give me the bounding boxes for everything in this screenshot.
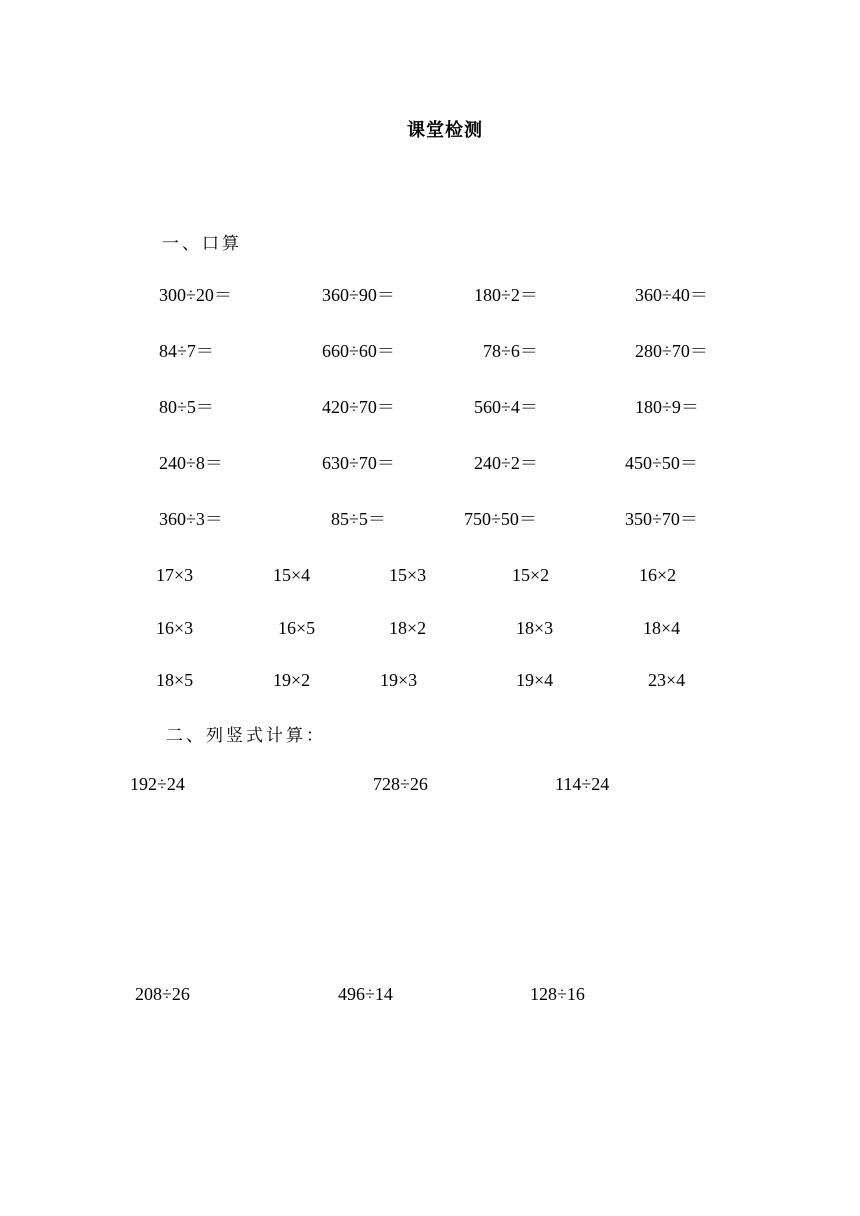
mental-calc-item: 350÷70＝ bbox=[625, 509, 698, 529]
mental-calc-item: 78÷6＝ bbox=[483, 341, 538, 361]
mental-calc-item: 84÷7＝ bbox=[159, 341, 214, 361]
mental-calc-item: 19×3 bbox=[380, 670, 418, 690]
page-title: 课堂检测 bbox=[407, 120, 483, 141]
mental-calc-item: 17×3 bbox=[156, 565, 194, 585]
mental-calc-item: 19×2 bbox=[273, 670, 311, 690]
mental-calc-item: 360÷40＝ bbox=[635, 285, 708, 305]
mental-calc-item: 300÷20＝ bbox=[159, 285, 232, 305]
mental-calc-item: 660÷60＝ bbox=[322, 341, 395, 361]
mental-calc-item: 750÷50＝ bbox=[464, 509, 537, 529]
mental-calc-item: 360÷3＝ bbox=[159, 509, 223, 529]
section-1-heading: 一、口算 bbox=[162, 234, 242, 254]
mental-calc-item: 16×3 bbox=[156, 618, 194, 638]
mental-calc-item: 85÷5＝ bbox=[331, 509, 386, 529]
mental-calc-item: 23×4 bbox=[648, 670, 686, 690]
vertical-calc-problem: 114÷24 bbox=[555, 774, 610, 794]
mental-calc-item: 180÷9＝ bbox=[635, 397, 699, 417]
mental-calc-item: 240÷2＝ bbox=[474, 453, 538, 473]
mental-calc-item: 420÷70＝ bbox=[322, 397, 395, 417]
vertical-calc-problem: 728÷26 bbox=[373, 774, 428, 794]
mental-calc-item: 80÷5＝ bbox=[159, 397, 214, 417]
vertical-calc-problem: 128÷16 bbox=[530, 984, 585, 1004]
mental-calc-item: 15×2 bbox=[512, 565, 550, 585]
mental-calc-item: 360÷90＝ bbox=[322, 285, 395, 305]
mental-calc-item: 180÷2＝ bbox=[474, 285, 538, 305]
vertical-calc-problem: 192÷24 bbox=[130, 774, 185, 794]
mental-calc-item: 240÷8＝ bbox=[159, 453, 223, 473]
section-2-heading: 二、列竖式计算： bbox=[166, 726, 326, 746]
mental-calc-item: 18×5 bbox=[156, 670, 194, 690]
mental-calc-item: 15×4 bbox=[273, 565, 311, 585]
mental-calc-item: 18×2 bbox=[389, 618, 427, 638]
mental-calc-item: 19×4 bbox=[516, 670, 554, 690]
mental-calc-item: 280÷70＝ bbox=[635, 341, 708, 361]
mental-calc-item: 560÷4＝ bbox=[474, 397, 538, 417]
vertical-calc-problem: 208÷26 bbox=[135, 984, 190, 1004]
mental-calc-item: 18×3 bbox=[516, 618, 554, 638]
vertical-calc-problem: 496÷14 bbox=[338, 984, 393, 1004]
mental-calc-item: 15×3 bbox=[389, 565, 427, 585]
mental-calc-item: 630÷70＝ bbox=[322, 453, 395, 473]
mental-calc-item: 16×2 bbox=[639, 565, 677, 585]
mental-calc-item: 450÷50＝ bbox=[625, 453, 698, 473]
mental-calc-item: 18×4 bbox=[643, 618, 681, 638]
mental-calc-item: 16×5 bbox=[278, 618, 316, 638]
